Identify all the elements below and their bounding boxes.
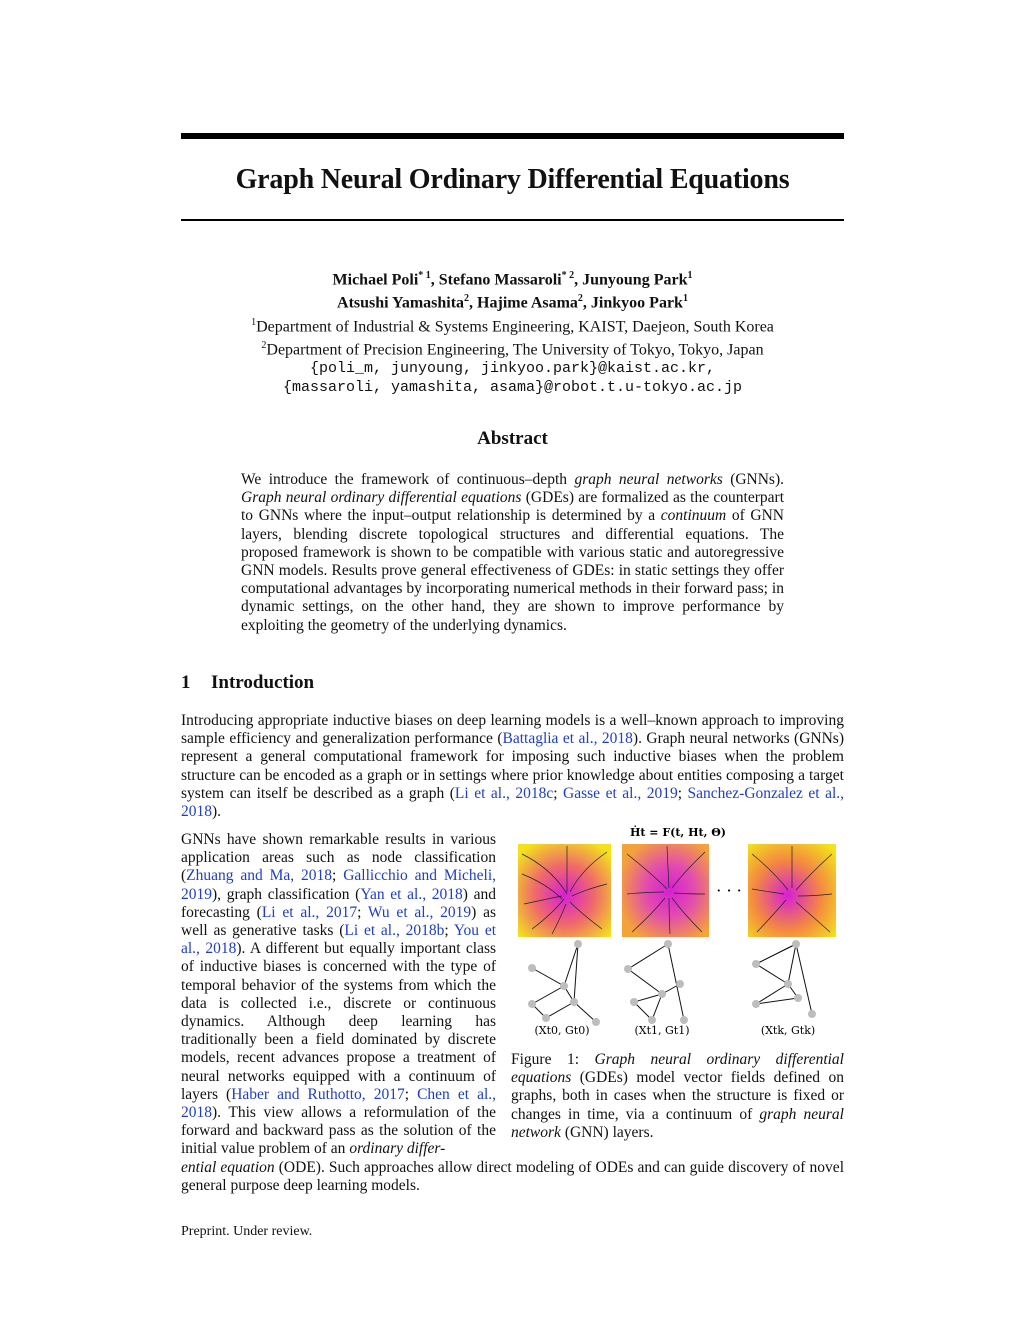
citation-link[interactable]: Battaglia et al., 2018 <box>502 730 633 748</box>
email-line-2: {massaroli, yamashita, asama}@robot.t.u-tokyo.ac.jp <box>282 379 743 397</box>
author-block <box>181 266 844 397</box>
abstract-heading: Abstract <box>477 428 548 449</box>
citation-link[interactable]: Yan et al., 2018 <box>360 885 463 903</box>
graph-label-1: (Xt1, Gt1) <box>634 1024 690 1037</box>
graph-2 <box>756 944 812 1014</box>
graph-label-2: (Xtk, Gtk) <box>760 1024 816 1037</box>
graph-1 <box>628 944 684 1020</box>
citation-link[interactable]: Gallicchio and Micheli, 2019 <box>181 867 496 903</box>
graph-2-nodes <box>752 940 816 1018</box>
graph-0-nodes <box>528 940 600 1026</box>
citation-link[interactable]: Sanchez-Gonzalez et al., 2018 <box>181 784 845 821</box>
abstract-text: We introduce the framework of continuous–depth graph neural networks (GNNs). Graph neural ordinary differential equations (GDEs) are formalized as the counterpart to GNNs where the input–output relationship is determined by a continuum of GNN layers, blending discrete topological structures and differential equations. The proposed framework is shown to be compatible with various static and autoregressive GNN models. Results prove general effectiveness of GDEs: in static settings they offer computational advantages by incorporating numerical methods in their forward pass; in dynamic settings, on the other hand, they are shown to improve performance by exploiting the geometry of the underlying dynamics. <box>241 471 785 634</box>
citation-link[interactable]: You et al., 2018 <box>181 922 497 958</box>
figure-1-caption: Figure 1: Graph neural ordinary differential equations (GDEs) model vector fields defined on graphs, both in cases when the structure is fixed or changes in time, via a continuum of graph neural network (GNN) layers. <box>511 1051 844 1141</box>
citation-link[interactable]: Gasse et al., 2019 <box>563 784 678 802</box>
citation-link[interactable]: Li et al., 2018b <box>344 922 445 940</box>
email-line-1: {poli_m, junyoung, jinkyoo.park}@kaist.ac.kr, <box>309 360 716 378</box>
affiliation-1: $^1$Department of Industrial & Systems Engineering, KAIST, Daejeon, South Korea <box>251 316 774 335</box>
authors-line-2: Atsushi Yamashita$^2$, Hajime Asama$^2$, Jinkyoo Park$^1$ <box>337 293 688 312</box>
section-heading-introduction: 1 Introduction <box>181 672 315 693</box>
authors-line-1: Michael Poli$^{* 1}$, Stefano Massaroli$^{* 2}$, Junyoung Park$^1$ <box>332 270 693 289</box>
citation-link[interactable]: Zhuang and Ma, 2018 <box>186 867 333 885</box>
figure-1 <box>512 824 844 1044</box>
graph-label-0: (Xt0, Gt0) <box>534 1024 590 1037</box>
citation-link[interactable]: Li et al., 2018c <box>454 784 554 802</box>
title-bottom-rule <box>181 219 844 221</box>
vector-field-panel-2 <box>748 844 836 937</box>
intro-paragraph-1: Introducing appropriate inductive biases on deep learning models is a well–known approach to improving sample efficiency and generalization performance (Battaglia et al., 2018). Graph neural networks (GNNs) represent a general computational framework for imposing such inductive biases when the problem structure can be encoded as a graph or in settings where prior knowledge about entities composing a target system can itself be described as a graph (Li et al., 2018c; Gasse et al., 2019; Sanchez-Gonzalez et al., 2018). <box>181 712 845 821</box>
citation-link[interactable]: Chen et al., 2018 <box>181 1085 496 1122</box>
vector-field-panel-1 <box>622 844 709 937</box>
title-top-rule <box>181 133 844 139</box>
citation-link[interactable]: Li et al., 2017 <box>261 903 358 921</box>
paper-title: Graph Neural Ordinary Differential Equations <box>235 164 790 195</box>
graph-1-nodes <box>624 940 688 1024</box>
intro-paragraph-2: GNNs have shown remarkable results in various application areas such as node classification (Zhuang and Ma, 2018; Gallicchio and Micheli, 2019), graph classification (Yan et al., 2018) and forecasting (Li et al., 2017; Wu et al., 2019) as well as generative tasks (Li et al., 2018b; You et al., 2018). A different but equally important class of inductive biases is concerned with the type of temporal behavior of the systems from which the data is collected i.e., discrete or continuous dynamics. Although deep learning has traditionally been a field dominated by discrete models, recent advances propose a treatment of neural networks equipped with a continuum of layers (Haber and Ruthotto, 2017; Chen et al., 2018). This view allows a reformulation of the forward and backward pass as the solution of the initial value problem of an ordinary differ- <box>181 831 497 1158</box>
citation-link[interactable]: Haber and Ruthotto, 2017 <box>231 1085 405 1103</box>
vector-field-panel-0 <box>518 844 611 937</box>
intro-paragraph-3: ential equation (ODE). Such approaches allow direct modeling of ODEs and can guide discovery of novel general purpose deep learning models. <box>181 1159 844 1195</box>
figure-ellipsis: · · · <box>716 881 742 900</box>
affiliation-2: $^2$Department of Precision Engineering, The University of Tokyo, Tokyo, Japan <box>261 339 764 359</box>
citation-link[interactable]: Wu et al., 2019 <box>367 903 472 921</box>
preprint-footer: Preprint. Under review. <box>181 1224 313 1239</box>
figure-equation: Ḣt = F(t, Ht, Θ) <box>629 826 727 839</box>
